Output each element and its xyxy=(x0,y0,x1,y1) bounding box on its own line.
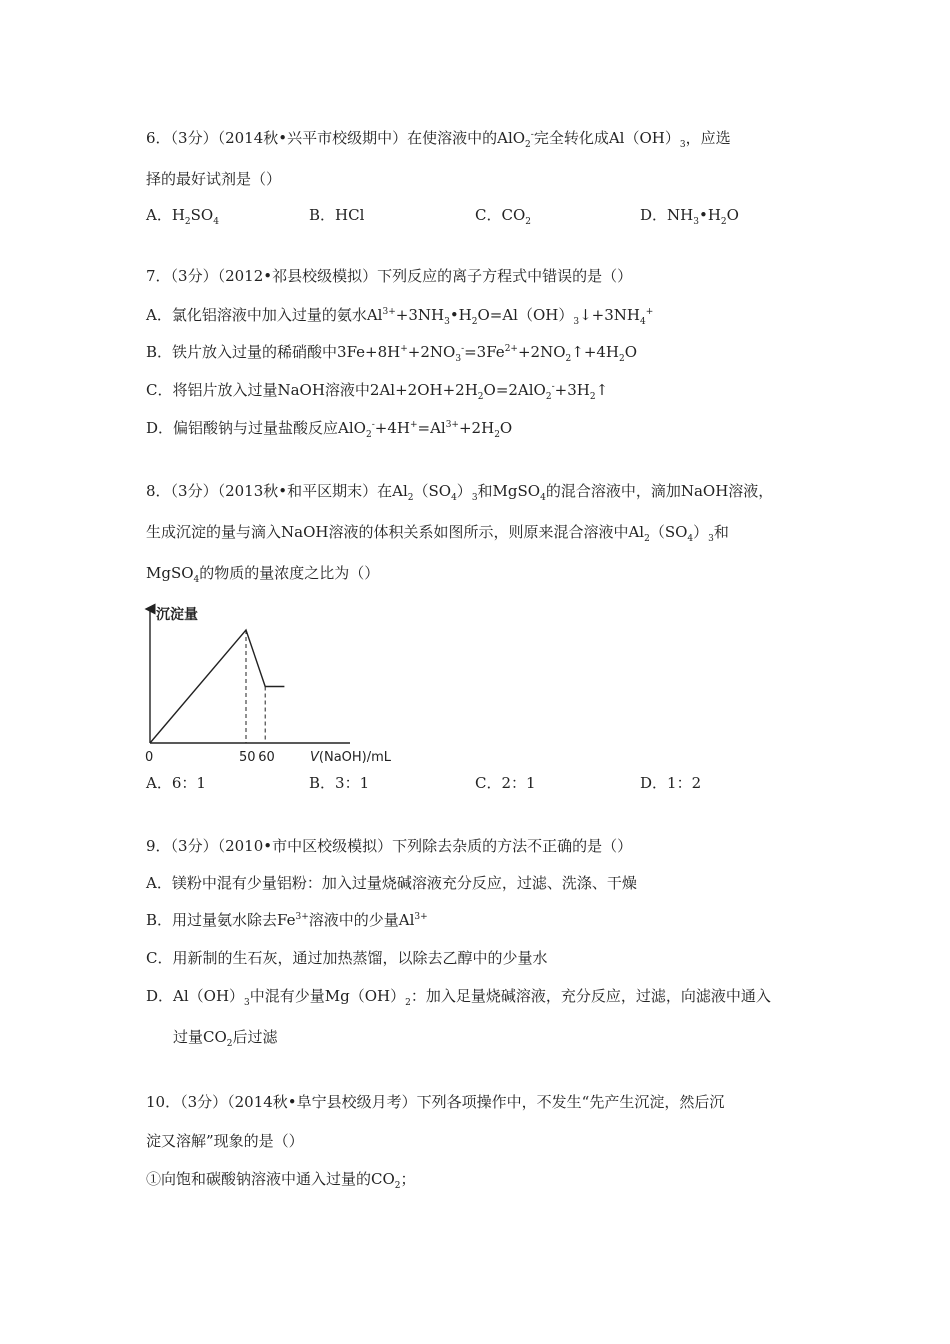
q9-option-d-line1: D．$Al(OH)_3$中混有少量$Mg(OH)_2$：加入足量烧碱溶液，充分反应，过滤，向滤液中通入 xyxy=(146,987,771,1008)
q9-option-c: C．用新制的生石灰，通过加热蒸馏，以除去乙醇中的少量水 xyxy=(146,949,548,967)
q10-item1: ①向饱和碳酸钠溶液中通入过量的$CO_2$； xyxy=(146,1170,416,1191)
q7-option-b: B．铁片放入过量的稀硝酸中$3Fe+8H^++2NO_3^-=3Fe^{2+}+2NO_2↑+4H_2O$ xyxy=(146,343,638,364)
q8-option-a: A．6：1 xyxy=(146,774,206,792)
q8-line3: MgSO$_4$的物质的量浓度之比为（） xyxy=(146,564,380,585)
q9-option-a: A．镁粉中混有少量铝粉：加入过量烧碱溶液充分反应，过滤、洗涤、干燥 xyxy=(146,874,637,892)
x-tick-label-50: 50 xyxy=(239,750,256,765)
q6-option-b: B．HCl xyxy=(309,206,365,224)
q6-line1: 6．（3分）（2014秋•兴平市校级期中）在使溶液中的AlO$_2$-完全转化成$Al(OH)_3$，应选 xyxy=(146,129,731,150)
precipitate-volume-chart xyxy=(140,603,392,765)
q8-line1: 8．（3分）（2013秋•和平区期末）在$Al_2(SO_4)_3$和MgSO$_4$的混合溶液中，滴加NaOH溶液， xyxy=(146,482,774,503)
q7-stem: 7．（3分）（2012•祁县校级模拟）下列反应的离子方程式中错误的是（） xyxy=(146,267,633,285)
q8-option-b: B．3：1 xyxy=(309,774,370,792)
q6-option-d: D．$NH_3•H_2O$ xyxy=(640,206,739,227)
q7-option-c: C．将铝片放入过量NaOH溶液中$2Al+2OH+2H_2O=2AlO_2^-+3H_2↑$ xyxy=(146,381,609,402)
q10-line2: 淀又溶解”现象的是（） xyxy=(146,1132,304,1150)
origin-label: 0 xyxy=(145,750,154,765)
q10-line1: 10．（3分）（2014秋•阜宁县校级月考）下列各项操作中，不发生“先产生沉淀，然后沉 xyxy=(146,1093,725,1111)
q9-option-d-line2: 过量$CO_2$后过滤 xyxy=(173,1028,278,1049)
q8-option-c: C．2：1 xyxy=(475,774,536,792)
q6-option-a: A．$H_2SO_4$ xyxy=(146,206,219,227)
q7-option-a: A．氯化铝溶液中加入过量的氨水$Al^{3+}+3NH_3•H_2O=Al(OH)_3↓+3NH_4^+$ xyxy=(146,306,654,327)
x-tick-label-60: 60 xyxy=(258,750,275,765)
y-axis-label: 沉淀量 xyxy=(156,607,198,623)
series-line xyxy=(150,630,284,743)
q8-option-d: D．1：2 xyxy=(640,774,702,792)
q6-option-c: C．$CO_2$ xyxy=(475,206,531,227)
q8-line2: 生成沉淀的量与滴入NaOH溶液的体积关系如图所示，则原来混合溶液中$Al_2(SO_4)_3$和 xyxy=(146,523,729,544)
q9-option-b: B．用过量氨水除去$Fe^{3+}$溶液中的少量$Al^{3+}$ xyxy=(146,911,428,929)
q7-option-d: D．偏铝酸钠与过量盐酸反应$AlO_2^-+4H^+=Al^{3+}+2H_2O$ xyxy=(146,419,513,440)
x-axis-label: V(NaOH)/mL xyxy=(310,750,392,765)
q6-line2: 择的最好试剂是（） xyxy=(146,170,282,188)
q9-stem: 9．（3分）（2010•市中区校级模拟）下列除去杂质的方法不正确的是（） xyxy=(146,837,633,855)
